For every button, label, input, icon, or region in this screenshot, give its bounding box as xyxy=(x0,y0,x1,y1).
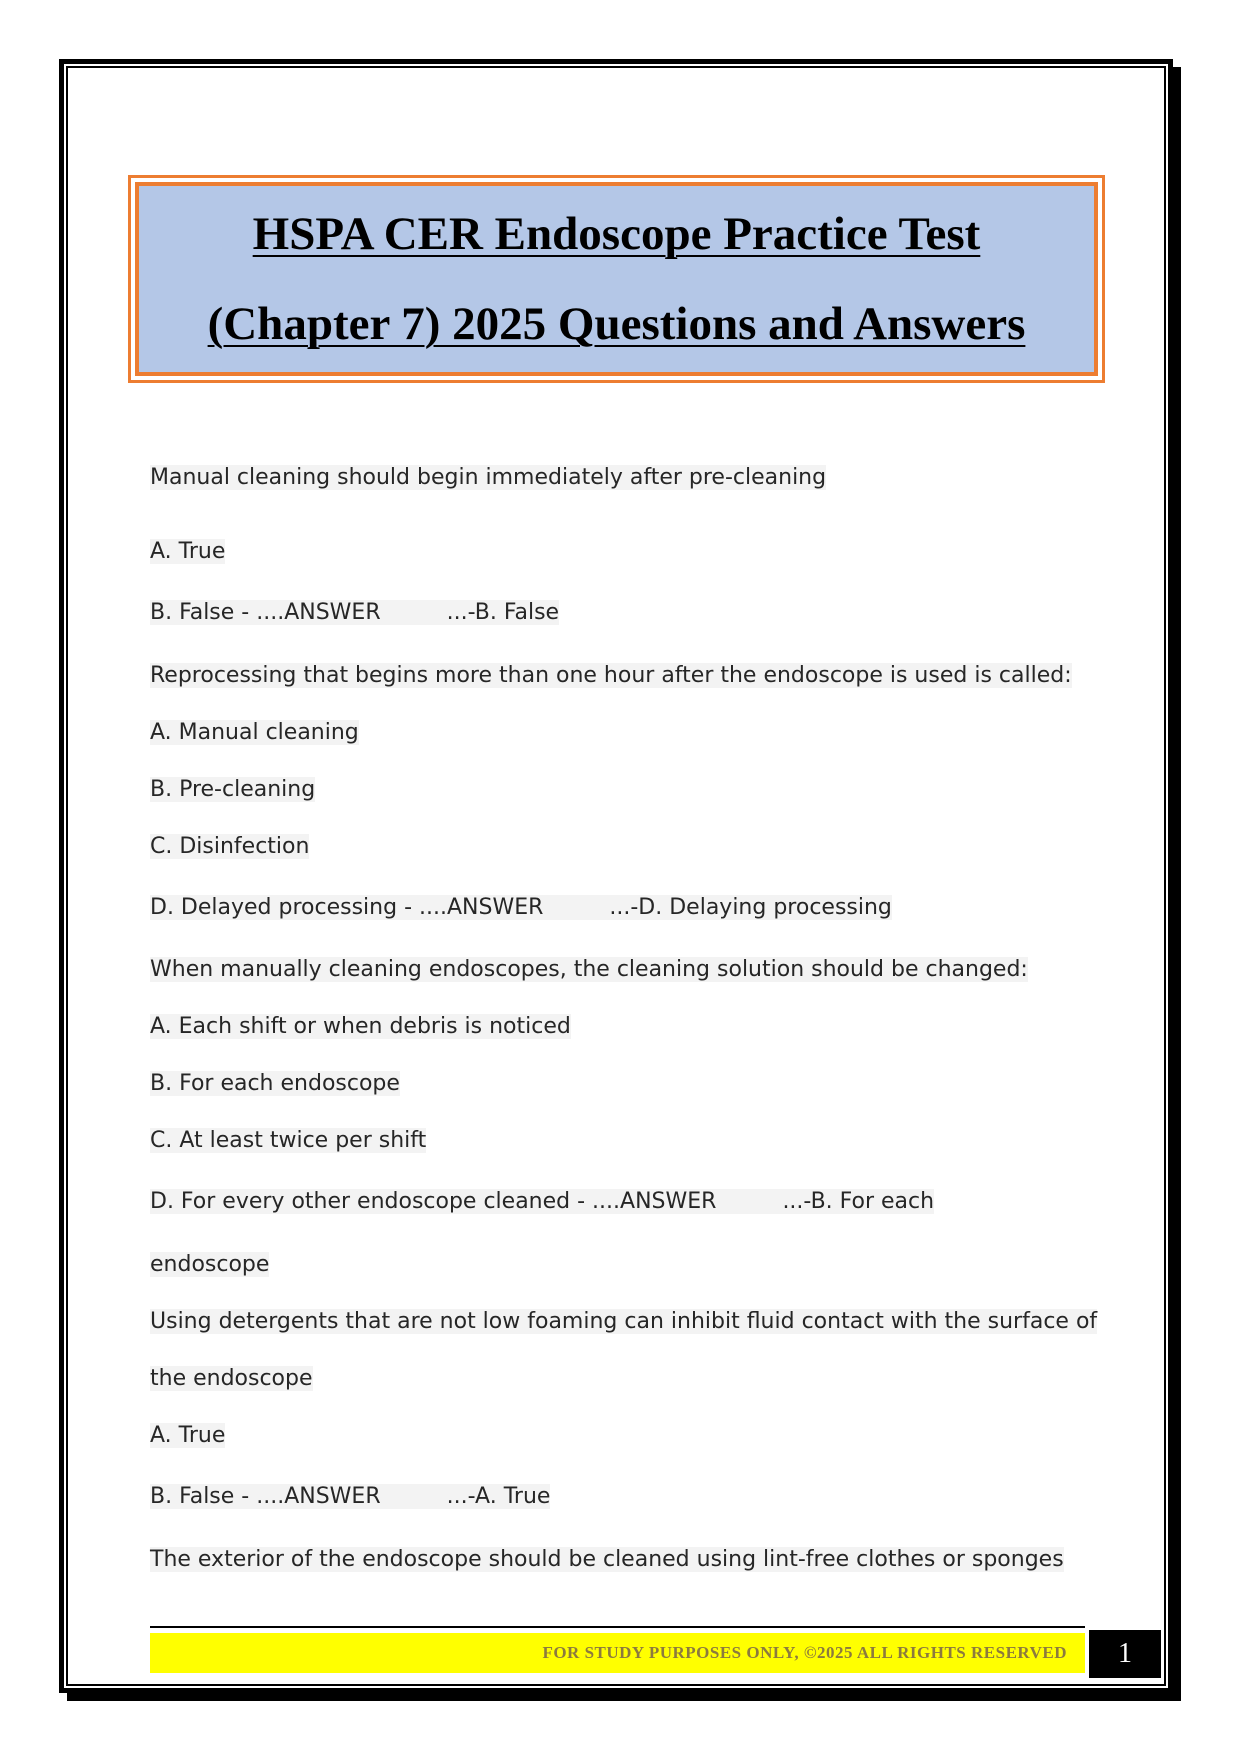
option-2b: B. Pre-cleaning xyxy=(150,777,316,802)
option-3b: B. For each endoscope xyxy=(150,1071,400,1096)
option-3d-answer: D. For every other endoscope cleaned - ....ANSWER ...-B. For each xyxy=(150,1189,935,1214)
question-5: The exterior of the endoscope should be cleaned using lint-free clothes or sponges xyxy=(150,1547,1064,1572)
footer-rule xyxy=(150,1626,1085,1628)
title-line-1: HSPA CER Endoscope Practice Test xyxy=(252,208,981,260)
footer-bar xyxy=(150,1633,1085,1673)
page-number: 1 xyxy=(1089,1630,1161,1678)
title-box xyxy=(128,175,1105,383)
title-box-inner xyxy=(135,182,1098,376)
option-4b-answer: B. False - ....ANSWER ...-A. True xyxy=(150,1484,551,1509)
option-2c: C. Disinfection xyxy=(150,834,310,859)
question-4-cont: the endoscope xyxy=(150,1366,313,1391)
option-1a: A. True xyxy=(150,539,226,564)
option-3a: A. Each shift or when debris is noticed xyxy=(150,1014,571,1039)
option-2d-answer: D. Delayed processing - ....ANSWER ...-D. Delaying processing xyxy=(150,895,892,920)
question-4: Using detergents that are not low foaming can inhibit fluid contact with the surface of xyxy=(150,1309,1098,1334)
footer-text: FOR STUDY PURPOSES ONLY, ©2025 ALL RIGHTS RESERVED xyxy=(542,1643,1067,1662)
option-3d-answer-cont: endoscope xyxy=(150,1252,270,1277)
option-3c: C. At least twice per shift xyxy=(150,1128,427,1153)
question-2: Reprocessing that begins more than one hour after the endoscope is used is called: xyxy=(150,663,1072,688)
option-1b-answer: B. False - ....ANSWER ...-B. False xyxy=(150,600,560,625)
title-line-2: (Chapter 7) 2025 Questions and Answers xyxy=(207,298,1026,350)
question-3: When manually cleaning endoscopes, the cleaning solution should be changed: xyxy=(150,957,1028,982)
option-2a: A. Manual cleaning xyxy=(150,720,359,745)
question-1: Manual cleaning should begin immediately after pre-cleaning xyxy=(150,465,827,490)
option-4a: A. True xyxy=(150,1423,226,1448)
